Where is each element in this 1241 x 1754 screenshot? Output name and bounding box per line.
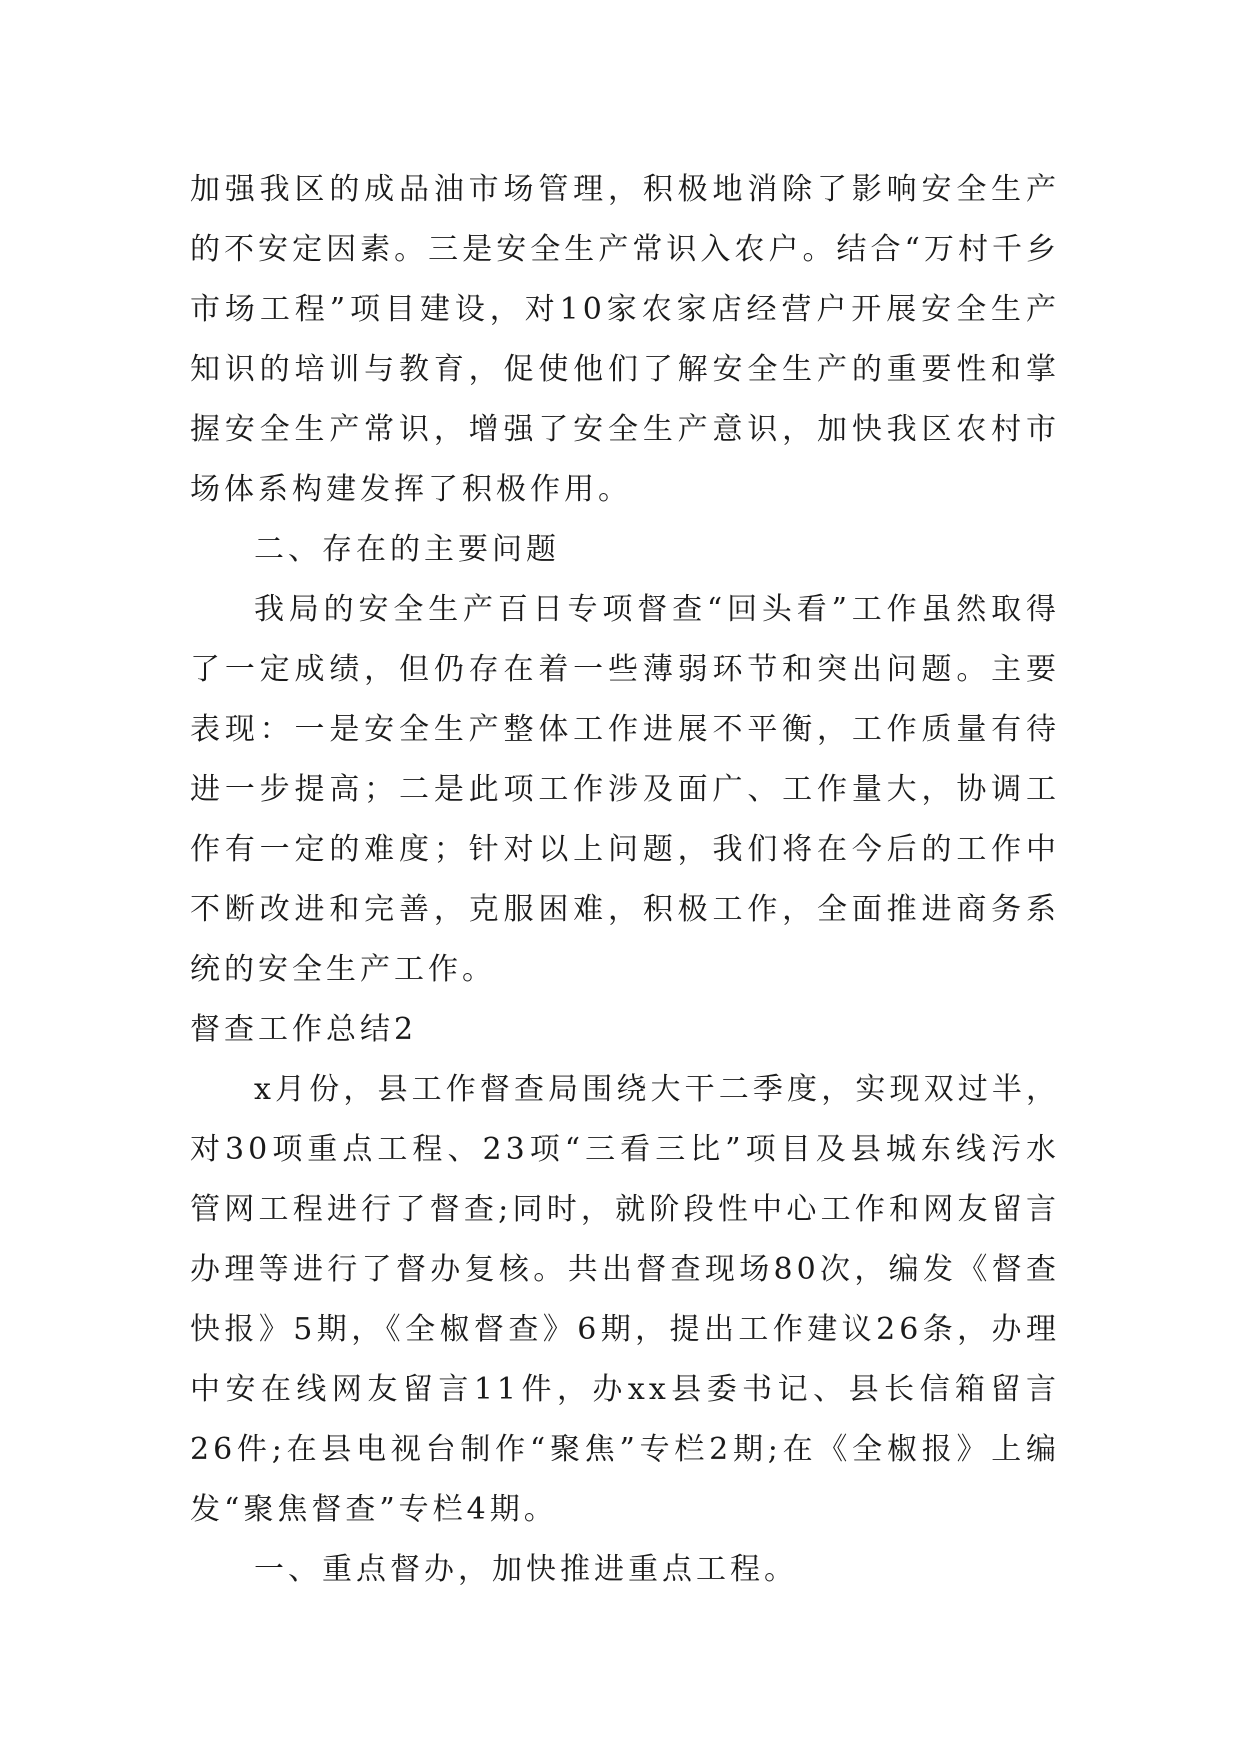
body-paragraph-monthly-summary: x月份，县工作督查局围绕大干二季度，实现双过半，对30项重点工程、23项“三看三比”项目及县城东线污水管网工程进行了督查;同时，就阶段性中心工作和网友留言办理等进行了督办复核。共出督查现场80次，编发《督查快报》5期，《全椒督查》6期，提出工作建议26条，办理中安在线网友留言11件，办xx县委书记、县长信箱留言26件;在县电视台制作“聚焦”专栏2期;在《全椒报》上编发“聚焦督查”专栏4期。 — [190, 1072, 1060, 1527]
body-paragraph-safety-knowledge: 加强我区的成品油市场管理，积极地消除了影响安全生产的不安定因素。三是安全生产常识入农户。结合“万村千乡市场工程”项目建设，对10家农家店经营户开展安全生产知识的培训与教育，促使他们了解安全生产的重要性和掌握安全生产常识，增强了安全生产意识，加快我区农村市场体系构建发挥了积极作用。 — [190, 172, 1060, 507]
section-heading-key-projects: 一、重点督办，加快推进重点工程。 — [254, 1552, 798, 1587]
document-body — [190, 160, 1060, 1600]
body-paragraph-problems: 我局的安全生产百日专项督查“回头看”工作虽然取得了一定成绩，但仍存在着一些薄弱环节和突出问题。主要表现：一是安全生产整体工作进展不平衡，工作质量有待进一步提高；二是此项工作涉及面广、工作量大，协调工作有一定的难度；针对以上问题，我们将在今后的工作中不断改进和完善，克服困难，积极工作，全面推进商务系统的安全生产工作。 — [190, 592, 1060, 987]
section-heading-main-problems: 二、存在的主要问题 — [254, 532, 560, 567]
document-title-summary-2: 督查工作总结2 — [190, 1012, 418, 1047]
